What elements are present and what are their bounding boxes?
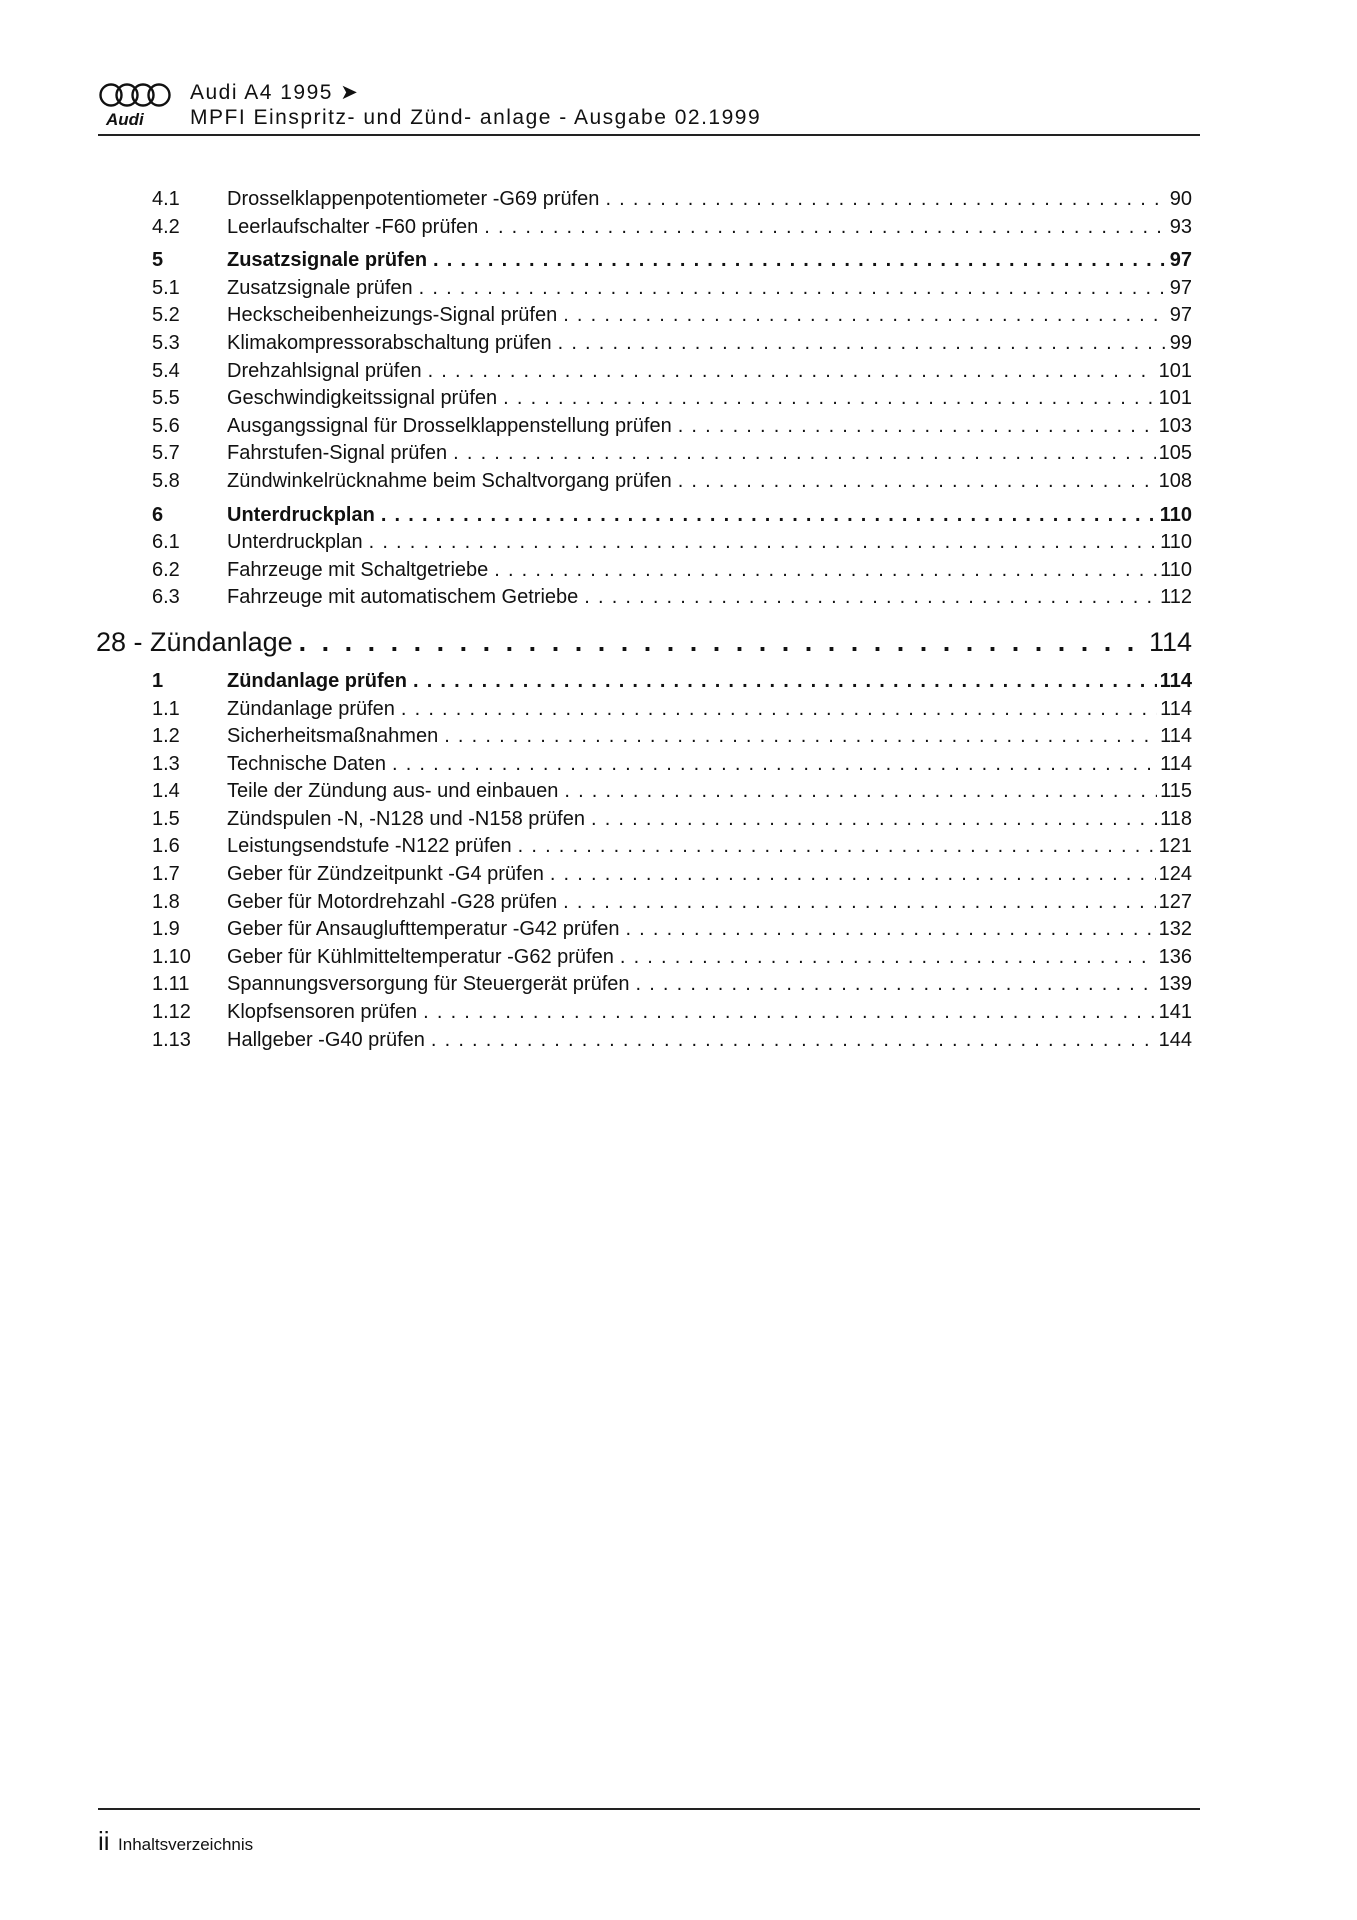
- toc-leader-dots: [558, 330, 1167, 358]
- toc-entry-line: [227, 584, 1192, 612]
- toc-entry-line: [227, 668, 1192, 696]
- page-footer: [98, 1826, 253, 1857]
- toc-entry-line: [227, 275, 1192, 303]
- toc-entry-line: [227, 247, 1192, 275]
- toc-entry-line: [96, 622, 1192, 662]
- toc-label: Ausgangssignal für Drosselklappenstellung prüfen: [227, 414, 672, 437]
- toc-number: 6: [152, 503, 164, 526]
- audi-rings-icon: [98, 82, 174, 108]
- toc-entry[interactable]: [96, 944, 1192, 972]
- toc-page-number: 110: [1160, 558, 1192, 581]
- toc-page-number: 114: [1159, 669, 1192, 692]
- toc-label: Klimakompressorabschaltung prüfen: [227, 331, 552, 354]
- toc-entry[interactable]: [96, 861, 1192, 889]
- toc-page-number: 114: [1160, 752, 1192, 775]
- toc-number: 1.12: [152, 1001, 191, 1024]
- toc-leader-dots: [484, 214, 1167, 242]
- toc-label: Drehzahlsignal prüfen: [227, 359, 422, 382]
- toc-number: 5.3: [152, 331, 180, 354]
- toc-entry[interactable]: [96, 468, 1192, 496]
- toc-leader-dots: [678, 413, 1156, 441]
- toc-label: Zündspulen -N, -N128 und -N158 prüfen: [227, 807, 585, 830]
- toc-label: Zusatzsignale prüfen: [227, 249, 428, 272]
- toc-entry[interactable]: [96, 833, 1192, 861]
- toc-label: Teile der Zündung aus- und einbauen: [227, 780, 559, 803]
- toc-number: 1.13: [152, 1028, 191, 1051]
- toc-number: 6.3: [152, 586, 180, 609]
- table-of-contents: [96, 186, 1192, 1054]
- toc-label: Klopfsensoren prüfen: [227, 1001, 418, 1024]
- toc-entry[interactable]: [96, 413, 1192, 441]
- toc-leader-dots: [431, 1027, 1156, 1055]
- toc-entry-line: [227, 557, 1192, 585]
- toc-leader-dots: [584, 584, 1157, 612]
- toc-label: Sicherheitsmaßnahmen: [227, 725, 439, 748]
- footer-section: Inhaltsverzeichnis: [118, 1835, 254, 1854]
- toc-entry[interactable]: [96, 330, 1192, 358]
- toc-page-number: 110: [1160, 531, 1192, 554]
- toc-page-number: 127: [1158, 890, 1192, 913]
- toc-entry-line: [227, 916, 1192, 944]
- toc-page-number: 110: [1159, 503, 1192, 526]
- toc-page-number: 108: [1158, 469, 1192, 492]
- toc-entry-line: [227, 330, 1192, 358]
- toc-number: 1.5: [152, 807, 180, 830]
- toc-entry[interactable]: [96, 440, 1192, 468]
- toc-label: Hallgeber -G40 prüfen: [227, 1028, 425, 1051]
- toc-entry-line: [227, 696, 1192, 724]
- toc-label: Zusatzsignale prüfen: [227, 276, 413, 299]
- toc-entry[interactable]: [96, 971, 1192, 999]
- toc-page-number: 141: [1158, 1001, 1192, 1024]
- toc-label: Spannungsversorgung für Steuergerät prüfen: [227, 973, 630, 996]
- toc-entry[interactable]: [96, 529, 1192, 557]
- toc-entry[interactable]: [96, 916, 1192, 944]
- toc-page-number: 112: [1160, 586, 1192, 609]
- toc-leader-dots: [503, 385, 1155, 413]
- toc-entry[interactable]: [96, 557, 1192, 585]
- toc-number: 5.6: [152, 414, 180, 437]
- toc-number: 6.2: [152, 558, 180, 581]
- toc-entry-line: [227, 833, 1192, 861]
- toc-leader-dots: [423, 999, 1155, 1027]
- toc-page-number: 121: [1158, 835, 1192, 858]
- toc-entry[interactable]: [96, 806, 1192, 834]
- toc-leader-dots: [494, 557, 1157, 585]
- toc-label: Fahrstufen-Signal prüfen: [227, 442, 448, 465]
- toc-entry[interactable]: [96, 1027, 1192, 1055]
- toc-page-number: 90: [1169, 188, 1192, 210]
- audi-wordmark: Audi: [106, 110, 144, 129]
- toc-leader-dots: [564, 778, 1157, 806]
- toc-number: 4.2: [152, 215, 180, 238]
- toc-entry-line: [227, 861, 1192, 889]
- toc-leader-dots: [428, 358, 1156, 386]
- toc-page-number: 144: [1158, 1028, 1192, 1051]
- toc-page-number: 97: [1169, 276, 1192, 299]
- toc-page-number: 114: [1148, 626, 1192, 657]
- toc-entry-line: [227, 468, 1192, 496]
- toc-entry-line: [227, 440, 1192, 468]
- toc-label: Geber für Kühlmitteltemperatur -G62 prüfen: [227, 945, 614, 968]
- toc-label: Drosselklappenpotentiometer -G69 prüfen: [227, 188, 600, 210]
- toc-page-number: 114: [1160, 697, 1192, 720]
- toc-page-number: 103: [1158, 414, 1192, 437]
- toc-number: 1.1: [152, 697, 180, 720]
- toc-label: Geschwindigkeitssignal prüfen: [227, 387, 498, 410]
- toc-page-number: 105: [1158, 442, 1192, 465]
- toc-entry[interactable]: [96, 186, 1192, 214]
- toc-page-number: 97: [1169, 249, 1192, 272]
- page-header: [98, 78, 1200, 136]
- toc-leader-dots: [413, 668, 1157, 696]
- toc-label: Geber für Ansauglufttemperatur -G42 prüfen: [227, 918, 620, 941]
- toc-leader-dots: [678, 468, 1156, 496]
- toc-leader-dots: [369, 529, 1157, 557]
- toc-entry-line: [227, 385, 1192, 413]
- toc-number: 5: [152, 249, 164, 272]
- toc-number: 5.2: [152, 304, 180, 327]
- toc-leader-dots: [591, 806, 1157, 834]
- toc-page-number: 139: [1158, 973, 1192, 996]
- toc-entry-line: [227, 806, 1192, 834]
- audi-logo: [98, 78, 178, 134]
- toc-entry[interactable]: [96, 889, 1192, 917]
- toc-entry[interactable]: [96, 247, 1192, 275]
- toc-leader-dots: [419, 275, 1167, 303]
- toc-label: Leistungsendstufe -N122 prüfen: [227, 835, 512, 858]
- toc-leader-dots: [392, 751, 1157, 779]
- toc-page-number: 118: [1160, 807, 1192, 830]
- page-number: ii: [98, 1826, 110, 1856]
- toc-entry[interactable]: [96, 385, 1192, 413]
- document-subtitle: MPFI Einspritz- und Zünd- anlage - Ausgabe 02.1999: [190, 106, 762, 129]
- toc-label: 28 - Zündanlage: [96, 626, 293, 657]
- toc-number: 1.10: [152, 945, 191, 968]
- toc-number: 5.1: [152, 276, 180, 299]
- toc-number: 1.7: [152, 863, 180, 886]
- toc-label: Fahrzeuge mit Schaltgetriebe: [227, 558, 489, 581]
- toc-number: 1.9: [152, 918, 180, 941]
- toc-label: Geber für Zündzeitpunkt -G4 prüfen: [227, 863, 544, 886]
- document-title: Audi A4 1995 ➤: [190, 81, 360, 104]
- toc-label: Leerlaufschalter -F60 prüfen: [227, 215, 479, 238]
- toc-entry[interactable]: [96, 751, 1192, 779]
- toc-entry-line: [227, 944, 1192, 972]
- toc-page-number: 115: [1160, 780, 1192, 803]
- toc-number: 1.2: [152, 725, 180, 748]
- toc-number: 5.4: [152, 359, 180, 382]
- toc-leader-dots: [299, 622, 1146, 662]
- toc-leader-dots: [550, 861, 1156, 889]
- toc-entry-line: [227, 214, 1192, 242]
- toc-number: 5.7: [152, 442, 180, 465]
- toc-page-number: 114: [1160, 725, 1192, 748]
- toc-entry-line: [227, 186, 1192, 214]
- toc-leader-dots: [605, 186, 1166, 214]
- toc-entry-line: [227, 502, 1192, 530]
- toc-entry-line: [227, 723, 1192, 751]
- toc-entry[interactable]: [96, 696, 1192, 724]
- toc-entry[interactable]: [96, 999, 1192, 1027]
- toc-entry-line: [227, 302, 1192, 330]
- toc-page-number: 136: [1158, 945, 1192, 968]
- toc-number: 1.4: [152, 780, 180, 803]
- toc-entry-line: [227, 413, 1192, 441]
- toc-entry[interactable]: [96, 723, 1192, 751]
- toc-chapter[interactable]: [96, 622, 1192, 662]
- toc-number: 1.3: [152, 752, 180, 775]
- toc-entry-line: [227, 971, 1192, 999]
- toc-page-number: 124: [1158, 863, 1192, 886]
- toc-number: 1.6: [152, 835, 180, 858]
- toc-label: Fahrzeuge mit automatischem Getriebe: [227, 586, 579, 609]
- toc-number: 5.5: [152, 387, 180, 410]
- toc-entry[interactable]: [96, 302, 1192, 330]
- toc-leader-dots: [444, 723, 1157, 751]
- toc-page-number: 99: [1169, 331, 1192, 354]
- toc-label: Zündanlage prüfen: [227, 669, 407, 692]
- toc-entry-line: [227, 529, 1192, 557]
- toc-page-number: 93: [1169, 215, 1192, 238]
- toc-label: Technische Daten: [227, 752, 386, 775]
- toc-leader-dots: [563, 302, 1167, 330]
- toc-label: Zündwinkelrücknahme beim Schaltvorgang prüfen: [227, 469, 672, 492]
- toc-label: Geber für Motordrehzahl -G28 prüfen: [227, 890, 558, 913]
- toc-entry[interactable]: [96, 358, 1192, 386]
- toc-entry-line: [227, 999, 1192, 1027]
- toc-label: Zündanlage prüfen: [227, 697, 395, 720]
- toc-leader-dots: [636, 971, 1156, 999]
- toc-leader-dots: [625, 916, 1155, 944]
- toc-entry-line: [227, 751, 1192, 779]
- toc-page-number: 101: [1158, 387, 1192, 410]
- toc-entry[interactable]: [96, 214, 1192, 242]
- toc-entry[interactable]: [96, 502, 1192, 530]
- footer-divider: [98, 1808, 1200, 1810]
- toc-leader-dots: [453, 440, 1155, 468]
- toc-entry[interactable]: [96, 668, 1192, 696]
- toc-number: 6.1: [152, 531, 180, 554]
- toc-leader-dots: [518, 833, 1156, 861]
- toc-leader-dots: [563, 889, 1155, 917]
- toc-entry[interactable]: [96, 584, 1192, 612]
- toc-leader-dots: [433, 247, 1167, 275]
- toc-entry-line: [227, 778, 1192, 806]
- toc-leader-dots: [620, 944, 1156, 972]
- toc-page-number: 97: [1169, 304, 1192, 327]
- toc-label: Heckscheibenheizungs-Signal prüfen: [227, 304, 558, 327]
- toc-entry[interactable]: [96, 275, 1192, 303]
- toc-entry-line: [227, 1027, 1192, 1055]
- toc-leader-dots: [401, 696, 1157, 724]
- toc-entry-line: [227, 358, 1192, 386]
- toc-entry-line: [227, 889, 1192, 917]
- toc-label: Unterdruckplan: [227, 531, 363, 554]
- toc-page-number: 132: [1158, 918, 1192, 941]
- toc-number: 5.8: [152, 469, 180, 492]
- toc-leader-dots: [381, 502, 1157, 530]
- toc-number: 4.1: [152, 188, 180, 210]
- toc-number: 1.11: [152, 973, 190, 996]
- toc-number: 1.8: [152, 890, 180, 913]
- toc-label: Unterdruckplan: [227, 503, 375, 526]
- toc-number: 1: [152, 669, 164, 692]
- toc-page-number: 101: [1158, 359, 1192, 382]
- toc-entry[interactable]: [96, 778, 1192, 806]
